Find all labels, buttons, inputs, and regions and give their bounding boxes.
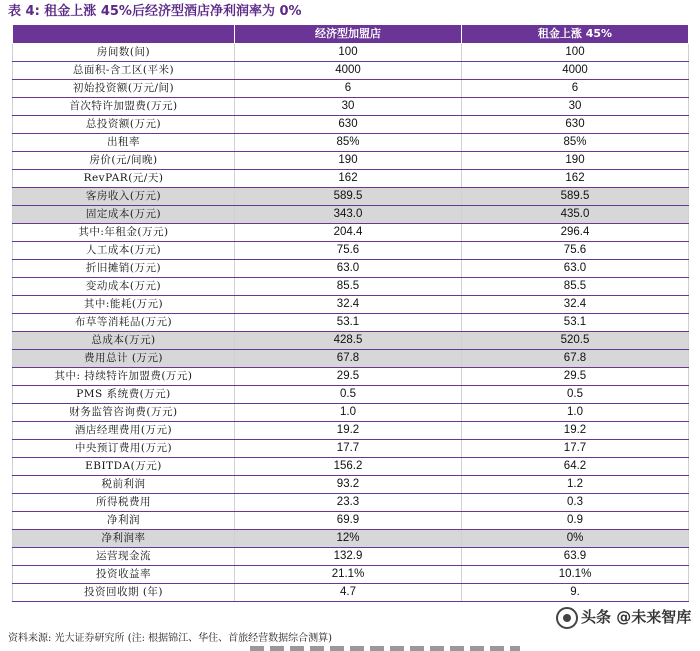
row-label: 财务监管咨询费(万元) bbox=[13, 404, 235, 422]
value-rent-increase: 0.5 bbox=[462, 386, 689, 404]
value-economy-franchise: 85.5 bbox=[235, 278, 462, 296]
value-economy-franchise: 63.0 bbox=[235, 260, 462, 278]
value-rent-increase: 1.0 bbox=[462, 404, 689, 422]
value-rent-increase: 30 bbox=[462, 98, 689, 116]
table-row bbox=[13, 62, 689, 80]
table-row bbox=[13, 134, 689, 152]
value-rent-increase: 1.2 bbox=[462, 476, 689, 494]
row-label: 其中:能耗(万元) bbox=[13, 296, 235, 314]
value-rent-increase: 75.6 bbox=[462, 242, 689, 260]
value-economy-franchise: 630 bbox=[235, 116, 462, 134]
value-economy-franchise: 162 bbox=[235, 170, 462, 188]
value-economy-franchise: 589.5 bbox=[235, 188, 462, 206]
row-label: 其中:年租金(万元) bbox=[13, 224, 235, 242]
table-row bbox=[13, 440, 689, 458]
value-rent-increase: 0% bbox=[462, 530, 689, 548]
table-row bbox=[13, 422, 689, 440]
row-label: 房价(元/间晚) bbox=[13, 152, 235, 170]
value-rent-increase: 0.9 bbox=[462, 512, 689, 530]
value-economy-franchise: 0.5 bbox=[235, 386, 462, 404]
value-rent-increase: 32.4 bbox=[462, 296, 689, 314]
row-label: 总成本(万元) bbox=[13, 332, 235, 350]
header-economy-franchise: 经济型加盟店 bbox=[235, 25, 462, 44]
row-label: 投资收益率 bbox=[13, 566, 235, 584]
table-row bbox=[13, 404, 689, 422]
row-label: 首次特许加盟费(万元) bbox=[13, 98, 235, 116]
table-row bbox=[13, 314, 689, 332]
value-economy-franchise: 93.2 bbox=[235, 476, 462, 494]
value-rent-increase: 29.5 bbox=[462, 368, 689, 386]
table-row bbox=[13, 548, 689, 566]
header-blank bbox=[13, 25, 235, 44]
value-economy-franchise: 23.3 bbox=[235, 494, 462, 512]
value-rent-increase: 63.0 bbox=[462, 260, 689, 278]
table-row bbox=[13, 152, 689, 170]
table-row bbox=[13, 242, 689, 260]
table-row bbox=[13, 116, 689, 134]
value-rent-increase: 53.1 bbox=[462, 314, 689, 332]
row-label: 税前利润 bbox=[13, 476, 235, 494]
value-economy-franchise: 69.9 bbox=[235, 512, 462, 530]
table-row bbox=[13, 530, 689, 548]
row-label: 房间数(间) bbox=[13, 44, 235, 62]
table-row bbox=[13, 80, 689, 98]
row-label: 投资回收期 (年) bbox=[13, 584, 235, 602]
table-row bbox=[13, 296, 689, 314]
source-note: 资料来源: 光大证券研究所 (注: 根据锦江、华住、首旅经营数据综合测算) bbox=[8, 633, 333, 644]
row-label: 初始投资额(万元/间) bbox=[13, 80, 235, 98]
value-rent-increase: 19.2 bbox=[462, 422, 689, 440]
value-economy-franchise: 1.0 bbox=[235, 404, 462, 422]
value-rent-increase: 4000 bbox=[462, 62, 689, 80]
value-economy-franchise: 100 bbox=[235, 44, 462, 62]
header-rent-increase: 租金上涨 45% bbox=[462, 25, 689, 44]
value-rent-increase: 10.1% bbox=[462, 566, 689, 584]
value-economy-franchise: 190 bbox=[235, 152, 462, 170]
table-row bbox=[13, 476, 689, 494]
value-rent-increase: 190 bbox=[462, 152, 689, 170]
table-row bbox=[13, 224, 689, 242]
table-row bbox=[13, 512, 689, 530]
value-economy-franchise: 204.4 bbox=[235, 224, 462, 242]
value-economy-franchise: 156.2 bbox=[235, 458, 462, 476]
row-label: 布草等消耗品(万元) bbox=[13, 314, 235, 332]
table-title: 表 4: 租金上涨 45%后经济型酒店净利润率为 0% bbox=[8, 4, 302, 19]
value-rent-increase: 100 bbox=[462, 44, 689, 62]
value-economy-franchise: 19.2 bbox=[235, 422, 462, 440]
value-economy-franchise: 75.6 bbox=[235, 242, 462, 260]
value-economy-franchise: 4000 bbox=[235, 62, 462, 80]
watermark bbox=[556, 606, 700, 640]
row-label: 净利润 bbox=[13, 512, 235, 530]
row-label: 其中: 持续特许加盟费(万元) bbox=[13, 368, 235, 386]
table-row bbox=[13, 170, 689, 188]
row-label: 变动成本(万元) bbox=[13, 278, 235, 296]
table-row bbox=[13, 386, 689, 404]
value-economy-franchise: 4.7 bbox=[235, 584, 462, 602]
value-rent-increase: 67.8 bbox=[462, 350, 689, 368]
value-economy-franchise: 12% bbox=[235, 530, 462, 548]
value-rent-increase: 85% bbox=[462, 134, 689, 152]
value-economy-franchise: 343.0 bbox=[235, 206, 462, 224]
value-rent-increase: 520.5 bbox=[462, 332, 689, 350]
value-rent-increase: 17.7 bbox=[462, 440, 689, 458]
value-rent-increase: 589.5 bbox=[462, 188, 689, 206]
table-row bbox=[13, 44, 689, 62]
table-row bbox=[13, 188, 689, 206]
row-label: 客房收入(万元) bbox=[13, 188, 235, 206]
value-economy-franchise: 30 bbox=[235, 98, 462, 116]
value-rent-increase: 0.3 bbox=[462, 494, 689, 512]
value-economy-franchise: 29.5 bbox=[235, 368, 462, 386]
value-economy-franchise: 6 bbox=[235, 80, 462, 98]
row-label: 固定成本(万元) bbox=[13, 206, 235, 224]
row-label: 酒店经理费用(万元) bbox=[13, 422, 235, 440]
row-label: RevPAR(元/天) bbox=[13, 170, 235, 188]
row-label: EBITDA(万元) bbox=[13, 458, 235, 476]
value-economy-franchise: 85% bbox=[235, 134, 462, 152]
row-label: 所得税费用 bbox=[13, 494, 235, 512]
row-label: 费用总计 (万元) bbox=[13, 350, 235, 368]
table-row bbox=[13, 332, 689, 350]
cut-off-text-fragment bbox=[250, 646, 520, 651]
value-rent-increase: 630 bbox=[462, 116, 689, 134]
row-label: 人工成本(万元) bbox=[13, 242, 235, 260]
data-table bbox=[12, 24, 689, 602]
row-label: 运营现金流 bbox=[13, 548, 235, 566]
table-row bbox=[13, 368, 689, 386]
value-economy-franchise: 21.1% bbox=[235, 566, 462, 584]
value-rent-increase: 9. bbox=[462, 584, 689, 602]
table-row bbox=[13, 584, 689, 602]
row-label: 出租率 bbox=[13, 134, 235, 152]
value-economy-franchise: 32.4 bbox=[235, 296, 462, 314]
value-economy-franchise: 132.9 bbox=[235, 548, 462, 566]
table-row bbox=[13, 98, 689, 116]
row-label: 中央预订费用(万元) bbox=[13, 440, 235, 458]
table-row bbox=[13, 278, 689, 296]
value-rent-increase: 6 bbox=[462, 80, 689, 98]
table-row bbox=[13, 260, 689, 278]
value-rent-increase: 64.2 bbox=[462, 458, 689, 476]
table-row bbox=[13, 566, 689, 584]
table-header-row bbox=[13, 25, 689, 44]
row-label: 总投资额(万元) bbox=[13, 116, 235, 134]
row-label: PMS 系统费(万元) bbox=[13, 386, 235, 404]
value-rent-increase: 63.9 bbox=[462, 548, 689, 566]
watermark-logo-icon bbox=[556, 607, 578, 629]
table-row bbox=[13, 494, 689, 512]
row-label: 净利润率 bbox=[13, 530, 235, 548]
value-rent-increase: 296.4 bbox=[462, 224, 689, 242]
value-economy-franchise: 428.5 bbox=[235, 332, 462, 350]
value-economy-franchise: 17.7 bbox=[235, 440, 462, 458]
table-row bbox=[13, 350, 689, 368]
watermark-text: 头条 @未来智库 bbox=[581, 608, 692, 626]
value-rent-increase: 162 bbox=[462, 170, 689, 188]
row-label: 总面积-含工区(平米) bbox=[13, 62, 235, 80]
value-economy-franchise: 53.1 bbox=[235, 314, 462, 332]
value-economy-franchise: 67.8 bbox=[235, 350, 462, 368]
value-rent-increase: 85.5 bbox=[462, 278, 689, 296]
row-label: 折旧摊销(万元) bbox=[13, 260, 235, 278]
value-rent-increase: 435.0 bbox=[462, 206, 689, 224]
table-row bbox=[13, 458, 689, 476]
table-row bbox=[13, 206, 689, 224]
